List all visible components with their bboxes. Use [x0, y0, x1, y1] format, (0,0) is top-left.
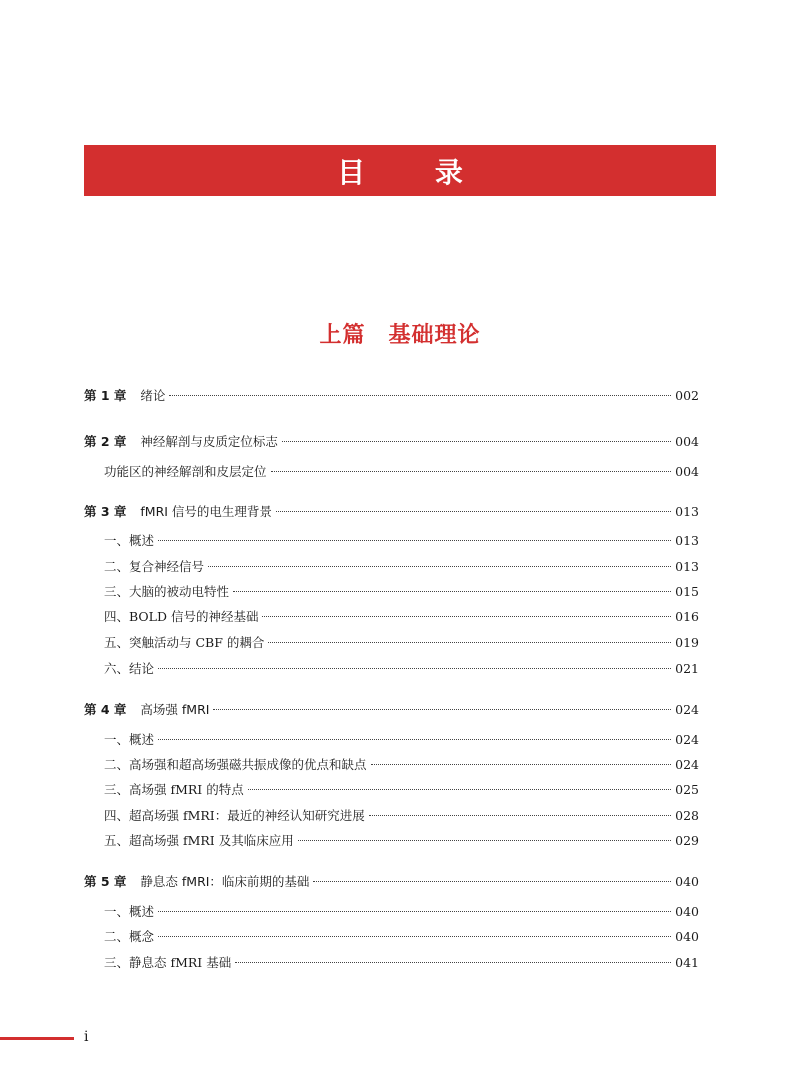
page-number: 028 [675, 808, 699, 823]
toc-chapter-entry[interactable] [84, 502, 699, 522]
toc-section-entry[interactable] [84, 806, 699, 826]
dot-leader [158, 668, 671, 669]
dot-leader [298, 840, 671, 841]
chapter-title: fMRI 信号的电生理背景 [140, 504, 272, 519]
chapter-number: 第 4 章 [84, 702, 127, 717]
dot-leader [248, 789, 671, 790]
dot-leader [213, 709, 671, 710]
dot-leader [371, 764, 672, 765]
dot-leader [262, 616, 671, 617]
toc-section-entry[interactable] [84, 902, 699, 922]
section-title: 一、概述 [104, 732, 155, 747]
page-number: 024 [675, 757, 699, 772]
section-title: 三、静息态 fMRI 基础 [104, 955, 232, 970]
dot-leader [158, 739, 671, 740]
toc-section-entry[interactable] [84, 582, 699, 602]
section-title: 一、概述 [104, 904, 155, 919]
section-title: 五、突触活动与 CBF 的耦合 [104, 635, 265, 650]
dot-leader [313, 881, 671, 882]
section-title: 二、复合神经信号 [104, 559, 205, 574]
toc-chapter-entry[interactable] [84, 386, 699, 406]
toc-section-entry[interactable] [84, 831, 699, 851]
footer-accent-bar [0, 1037, 74, 1040]
page-number: 029 [675, 833, 699, 848]
dot-leader [282, 441, 671, 442]
toc-section-entry[interactable] [84, 531, 699, 551]
chapter-number: 第 5 章 [84, 874, 127, 889]
part-title: 上篇 基础理论 [319, 323, 481, 348]
toc-section-entry[interactable] [84, 730, 699, 750]
dot-leader [169, 395, 671, 396]
chapter-number: 第 2 章 [84, 434, 127, 449]
dot-leader [158, 936, 671, 937]
section-title: 四、BOLD 信号的神经基础 [104, 609, 259, 624]
page-number: 040 [675, 904, 699, 919]
section-title: 一、概述 [104, 533, 155, 548]
dot-leader [271, 471, 672, 472]
page-number: 019 [675, 635, 699, 650]
page-number: 013 [675, 559, 699, 574]
page-number: 025 [675, 782, 699, 797]
dot-leader [208, 566, 671, 567]
section-title: 三、大脑的被动电特性 [104, 584, 230, 599]
page-number: 024 [675, 732, 699, 747]
chapter-title: 高场强 fMRI [140, 702, 210, 717]
page-number: 015 [675, 584, 699, 599]
section-title: 二、高场强和超高场强磁共振成像的优点和缺点 [104, 757, 367, 772]
section-title: 二、概念 [104, 929, 155, 944]
toc-chapter-entry[interactable] [84, 872, 699, 892]
page-number: 041 [675, 955, 699, 970]
page-number: 013 [675, 533, 699, 548]
toc-section-entry[interactable] [84, 557, 699, 577]
toc-chapter-entry[interactable] [84, 432, 699, 452]
section-title: 六、结论 [104, 661, 155, 676]
chapter-title: 静息态 fMRI：临床前期的基础 [140, 874, 310, 889]
toc-section-entry[interactable] [84, 462, 699, 482]
dot-leader [233, 591, 671, 592]
footer-page-number: i [84, 1029, 89, 1045]
page-number: 016 [675, 609, 699, 624]
dot-leader [276, 511, 671, 512]
toc-section-entry[interactable] [84, 633, 699, 653]
dot-leader [268, 642, 671, 643]
section-title: 功能区的神经解剖和皮层定位 [104, 464, 267, 479]
page-number: 040 [675, 929, 699, 944]
dot-leader [235, 962, 671, 963]
toc-section-entry[interactable] [84, 755, 699, 775]
section-title: 三、高场强 fMRI 的特点 [104, 782, 244, 797]
toc-heading: 目 录 [337, 155, 493, 189]
chapter-number: 第 1 章 [84, 388, 127, 403]
page-number: 040 [675, 874, 699, 889]
dot-leader [369, 815, 671, 816]
toc-section-entry[interactable] [84, 659, 699, 679]
page-number: 013 [675, 504, 699, 519]
section-title: 五、超高场强 fMRI 及其临床应用 [104, 833, 294, 848]
section-title: 四、超高场强 fMRI：最近的神经认知研究进展 [104, 808, 365, 823]
toc-section-entry[interactable] [84, 607, 699, 627]
chapter-number: 第 3 章 [84, 504, 127, 519]
toc-section-entry[interactable] [84, 953, 699, 973]
page-number: 004 [675, 434, 699, 449]
toc-section-entry[interactable] [84, 780, 699, 800]
chapter-title: 神经解剖与皮质定位标志 [140, 434, 278, 449]
page-number: 002 [675, 388, 699, 403]
page-number: 021 [675, 661, 699, 676]
chapter-title: 绪论 [140, 388, 166, 403]
toc-banner [84, 145, 716, 196]
dot-leader [158, 911, 671, 912]
toc-chapter-entry[interactable] [84, 700, 699, 720]
dot-leader [158, 540, 671, 541]
page-number: 024 [675, 702, 699, 717]
page-number: 004 [675, 464, 699, 479]
toc-section-entry[interactable] [84, 927, 699, 947]
